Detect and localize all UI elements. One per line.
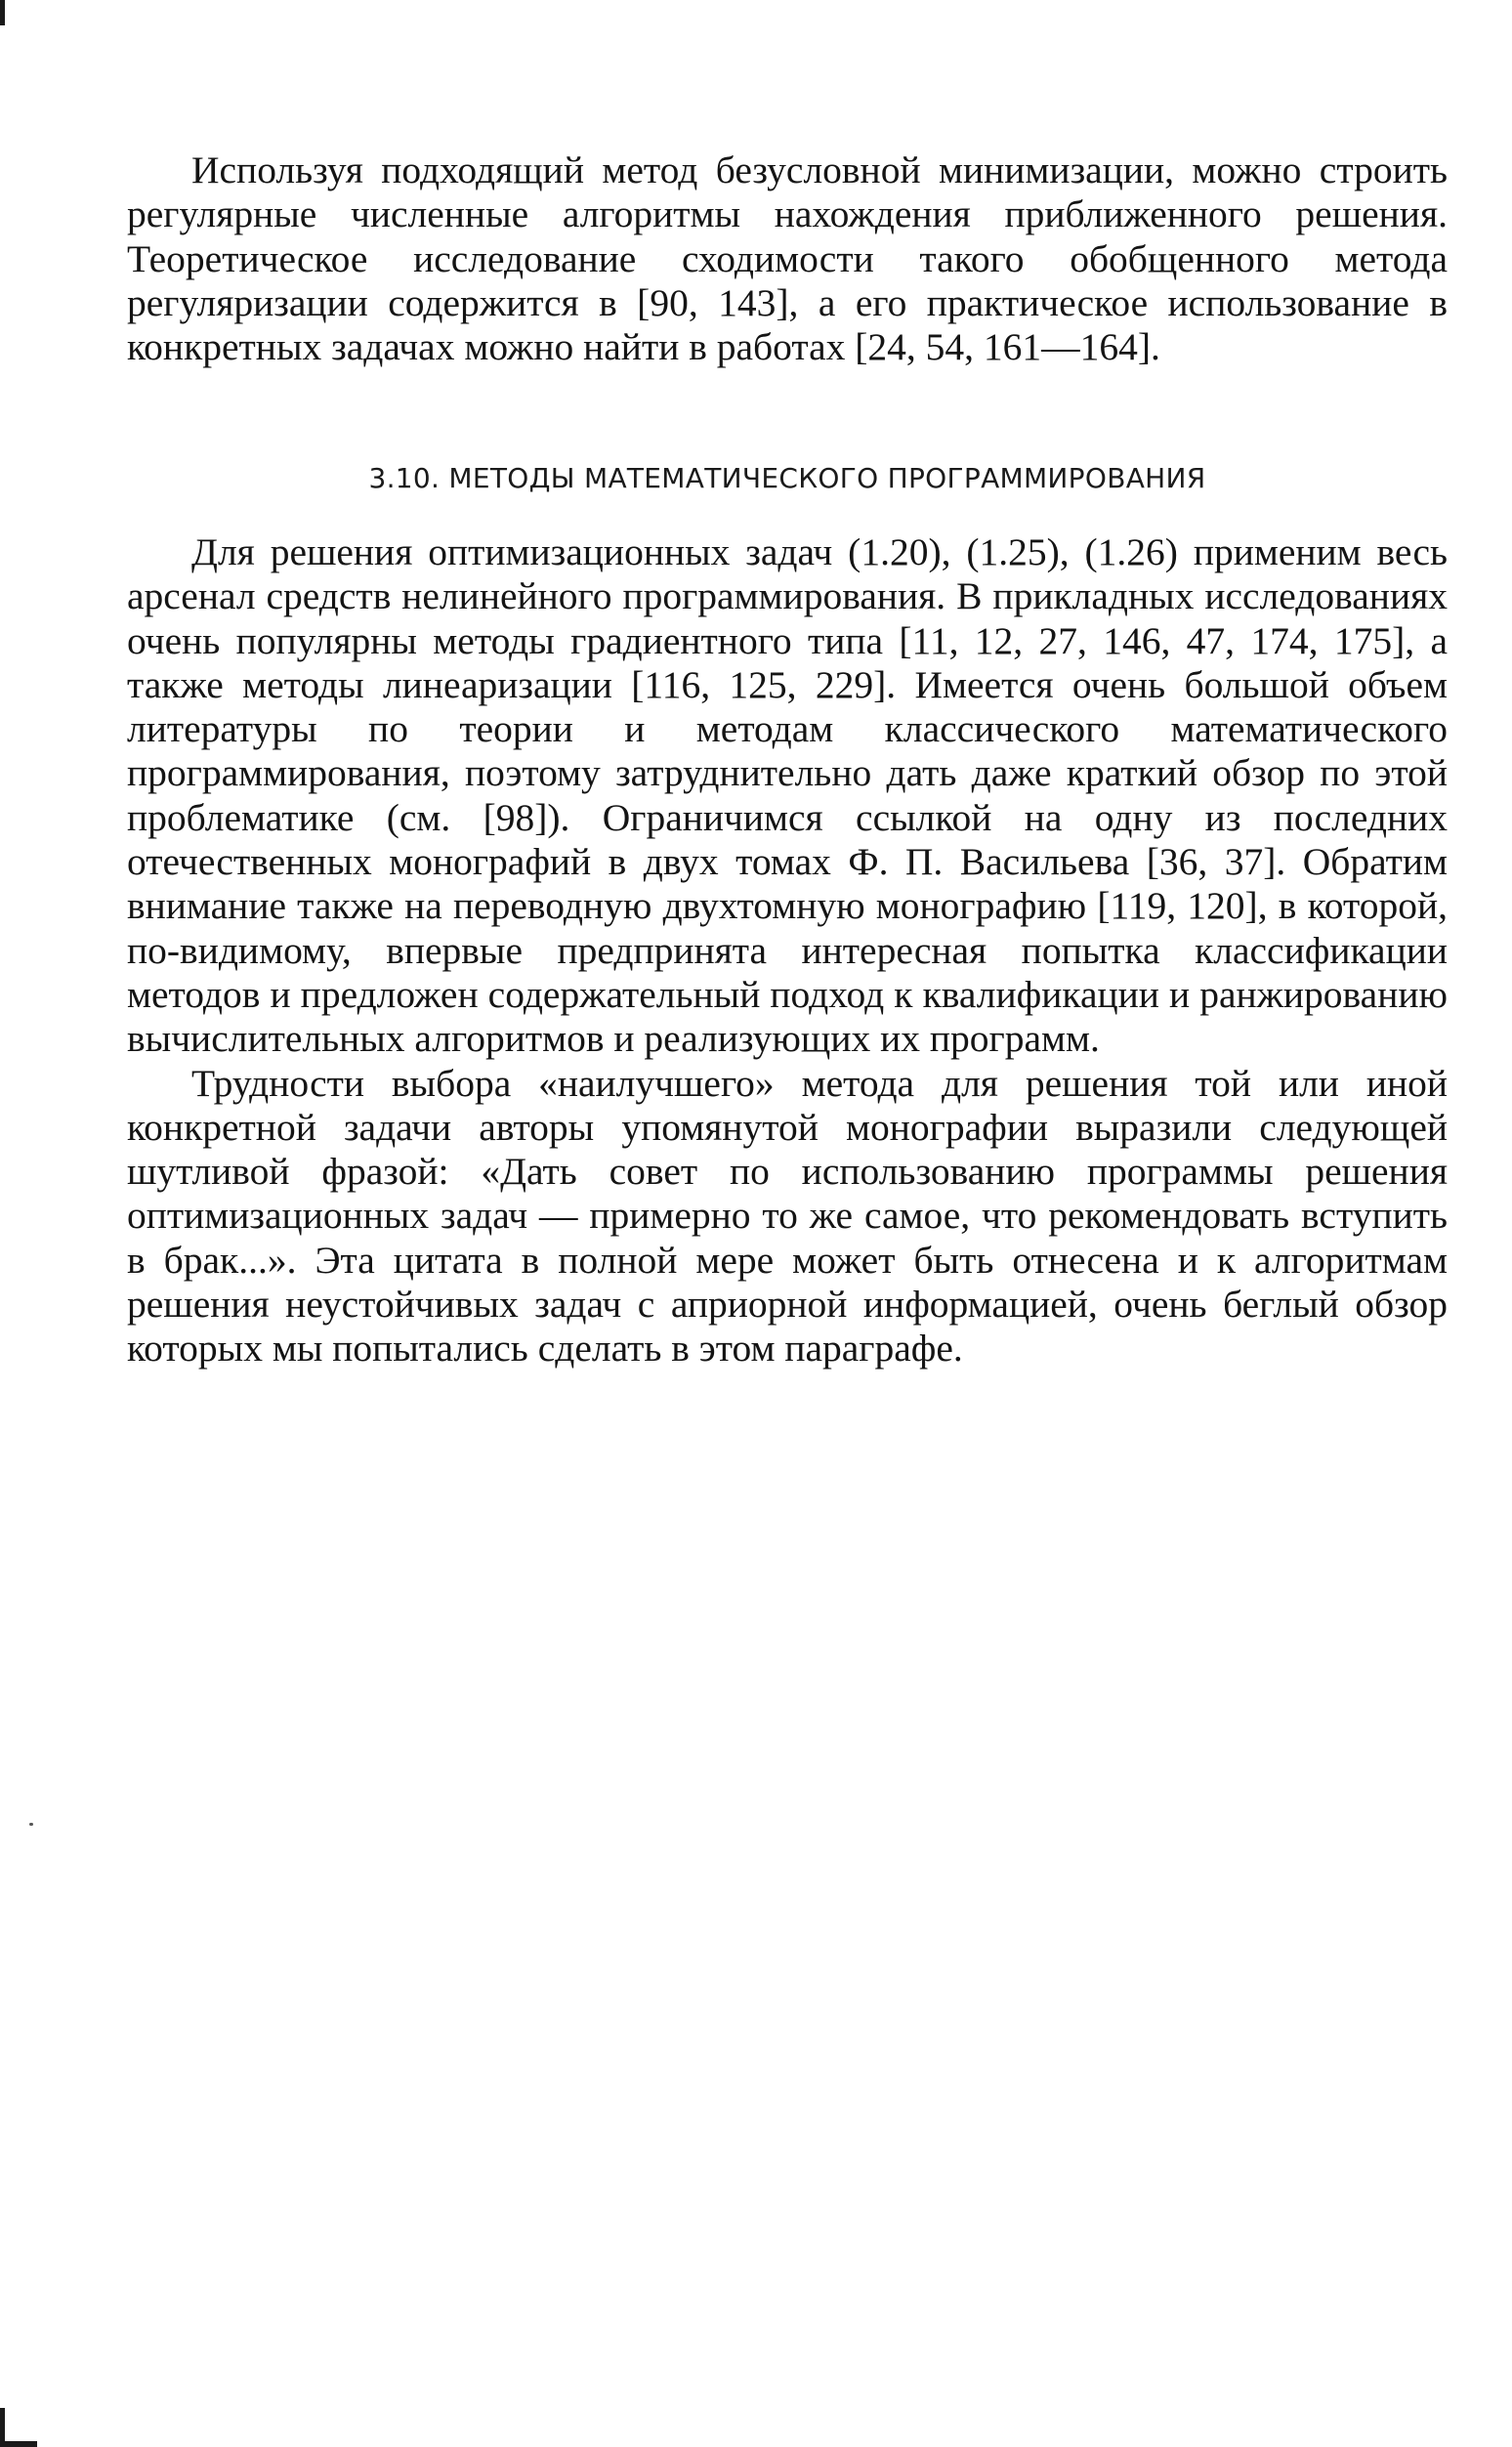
scan-edge-mark-top — [0, 0, 5, 25]
section-paragraph-1: Для решения оптимизационных задач (1.20), (1.25), (1.26) применим весь арсенал средств нелинейного программирования. В прикладных исследованиях очень популярны методы градиентного типа [11, 12, 27, 146, 47, 174, 175], а также методы линеаризации [116, 125, 229]. Имеется очень большой объем литературы по теории и методам классического математического программирования, поэтому затруднительно дать даже краткий обзор по этой проблематике (см. [98]). Ограничимся ссылкой на одну из последних отечественных монографий в двух томах Ф. П. Васильева [36, 37]. Обратим внимание также на переводную двухтомную монографию [119, 120], в которой, по-видимому, впервые предпринята интересная попытка классификации методов и предложен содержательный подход к квалификации и ранжированию вычислительных алгоритмов и реализующих их программ. — [127, 530, 1448, 1061]
intro-text-block — [127, 148, 1448, 369]
section-body — [127, 530, 1448, 1371]
section-heading: 3.10. МЕТОДЫ МАТЕМАТИЧЕСКОГО ПРОГРАММИРОВАНИЯ — [368, 462, 1206, 494]
scan-speck — [29, 1823, 33, 1826]
intro-paragraph: Используя подходящий метод безусловной минимизации, можно строить регулярные численные алгоритмы нахождения приближенного решения. Теоретическое исследование сходимости такого обобщенного метода регуляризации содержится в [90, 143], а его практическое использование в конкретных задачах можно найти в работах [24, 54, 161—164]. — [127, 148, 1448, 369]
scan-edge-mark-bottom-foot — [0, 2441, 37, 2447]
section-paragraph-2: Трудности выбора «наилучшего» метода для решения той или иной конкретной задачи авторы упомянутой монографии выразили следующей шутливой фразой: «Дать совет по использованию программы решения оптимизационных задач — примерно то же самое, что рекомендовать вступить в брак...». Эта цитата в полной мере может быть отнесена и к алгоритмам решения неустойчивых задач с априорной информацией, очень беглый обзор которых мы попытались сделать в этом параграфе. — [127, 1061, 1448, 1371]
